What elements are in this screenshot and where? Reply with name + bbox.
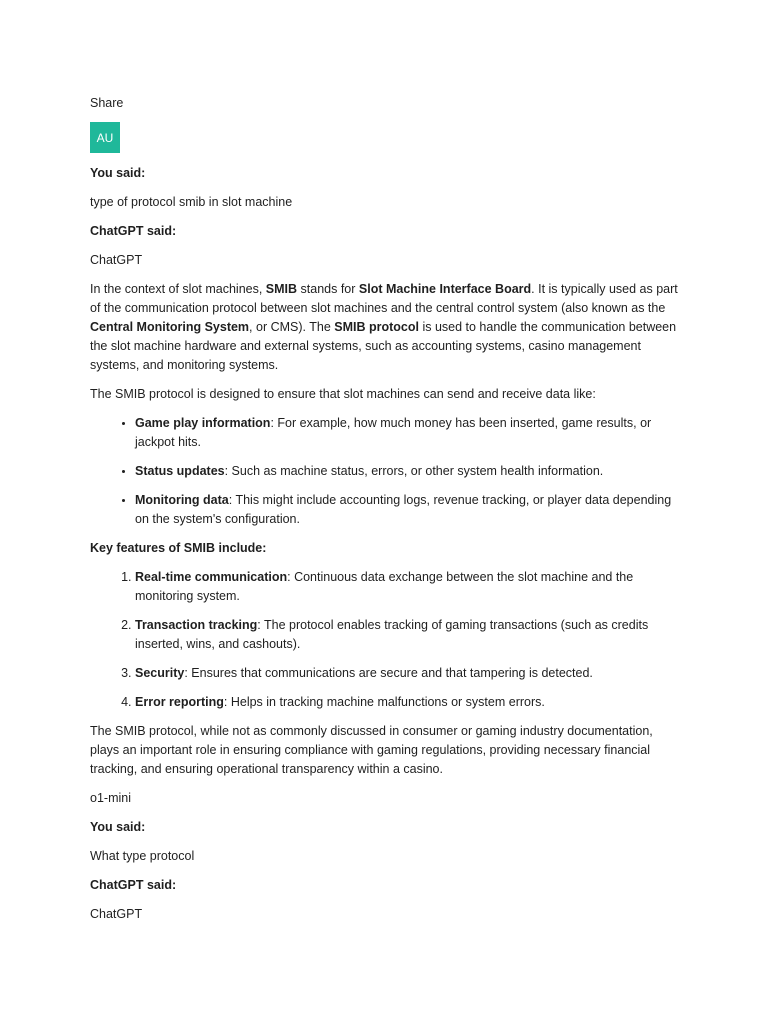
assistant-model-label: ChatGPT [90, 253, 143, 267]
assistant-speaker-label: ChatGPT said: [90, 224, 177, 238]
model-label: o1-mini [90, 791, 131, 805]
features-numbered-list [90, 568, 682, 712]
list-item: 3. Security: Ensures that communications are secure and that tampering is detected. [135, 664, 682, 683]
conclusion-paragraph: The SMIB protocol, while not as commonly discussed in consumer or gaming industry documentation, plays an important role in ensuring compliance with gaming regulations, providing necessary financial tracking, and ensuring operational transparency within a casino. [90, 724, 653, 776]
features-heading: Key features of SMIB include: [90, 541, 267, 555]
conversation-content [90, 94, 682, 934]
list-item: • Game play information: For example, how much money has been inserted, game results, or jackpot hits. [135, 414, 682, 452]
data-bullet-list [90, 414, 682, 529]
user-message: type of protocol smib in slot machine [90, 195, 293, 209]
list-item: • Monitoring data: This might include accounting logs, revenue tracking, or player data depending on the system's configuration. [135, 491, 682, 529]
list-item: 2. Transaction tracking: The protocol enables tracking of gaming transactions (such as credits inserted, wins, and cashouts). [135, 616, 682, 654]
assistant-speaker-label: ChatGPT said: [90, 878, 177, 892]
data-intro-paragraph: The SMIB protocol is designed to ensure that slot machines can send and receive data like: [90, 387, 596, 401]
intro-paragraph: In the context of slot machines, SMIB stands for Slot Machine Interface Board. It is typically used as part of the communication protocol between slot machines and the central control system (also known as the Central Monitoring System, or CMS). The SMIB protocol is used to handle the communication between the slot machine hardware and external systems, such as accounting systems, casino management systems, and monitoring systems. [90, 282, 678, 372]
assistant-model-label: ChatGPT [90, 907, 143, 921]
user-message: What type protocol [90, 849, 195, 863]
list-item: • Status updates: Such as machine status, errors, or other system health information. [135, 462, 682, 481]
user-speaker-label: You said: [90, 820, 146, 834]
list-item: 1. Real-time communication: Continuous data exchange between the slot machine and the monitoring system. [135, 568, 682, 606]
list-item: 4. Error reporting: Helps in tracking machine malfunctions or system errors. [135, 693, 682, 712]
user-speaker-label: You said: [90, 166, 146, 180]
share-link[interactable]: Share [90, 96, 124, 110]
avatar: AU [90, 122, 120, 153]
